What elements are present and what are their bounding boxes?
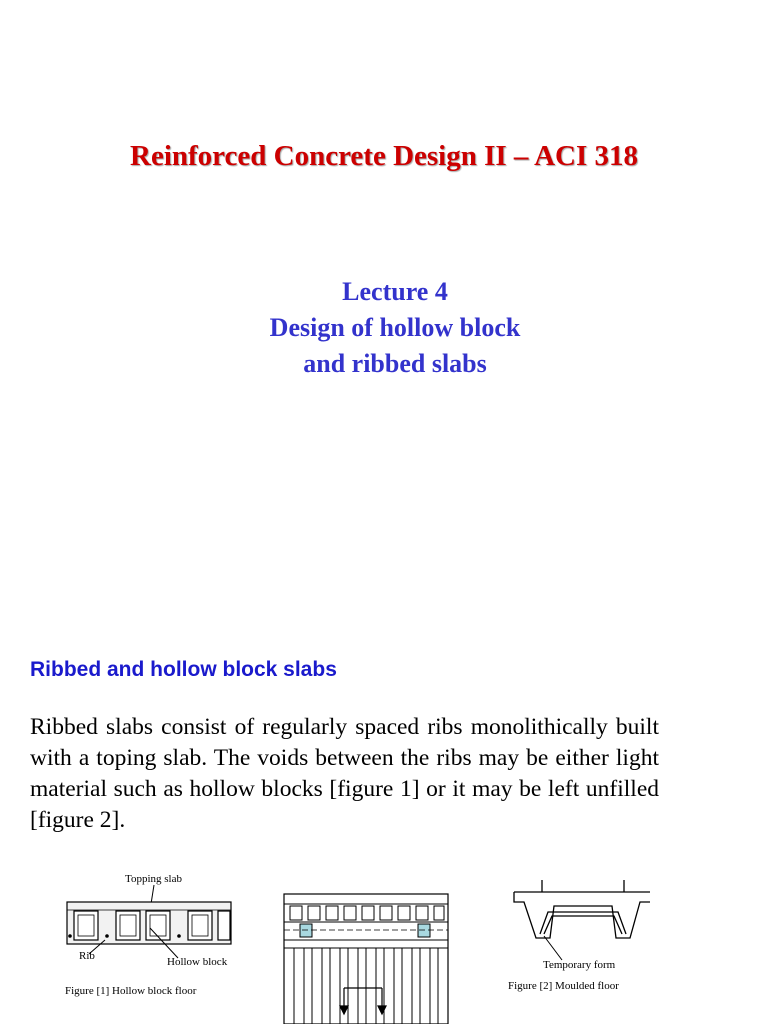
- lecture-block: [0, 274, 768, 382]
- rib-label: Rib: [79, 950, 95, 962]
- moulded-floor-drawing: [500, 876, 660, 996]
- figure-moulded-floor: [500, 876, 660, 996]
- temporary-form-label: Temporary form: [543, 959, 616, 971]
- topping-slab-label: Topping slab: [125, 873, 182, 885]
- figure2-caption: Figure [2] Moulded floor: [508, 980, 619, 992]
- lecture-number: Lecture 4: [342, 277, 448, 306]
- hollow-block-section-drawing: [55, 868, 255, 1000]
- plan-column-right: [418, 924, 430, 937]
- plan-column-left: [300, 924, 312, 937]
- document-title: Reinforced Concrete Design II – ACI 318: [130, 140, 638, 172]
- figure-rib-plan: [282, 890, 458, 1024]
- lecture-subtitle-line-2: and ribbed slabs: [303, 349, 487, 378]
- hollow-block-label: Hollow block: [167, 956, 228, 968]
- figure1-caption: Figure [1] Hollow block floor: [65, 985, 197, 997]
- section-heading: Ribbed and hollow block slabs: [30, 658, 337, 681]
- body-paragraph: Ribbed slabs consist of regularly spaced ribs monolithically built with a toping slab. The voids between the ribs may be either light material such as hollow blocks [figure 1] or it may be left unfilled [figure 2].: [30, 714, 659, 833]
- figure-hollow-block-floor: [55, 868, 255, 1000]
- rib-plan-drawing: [282, 890, 458, 1024]
- lecture-subtitle-line-1: Design of hollow block: [269, 313, 521, 342]
